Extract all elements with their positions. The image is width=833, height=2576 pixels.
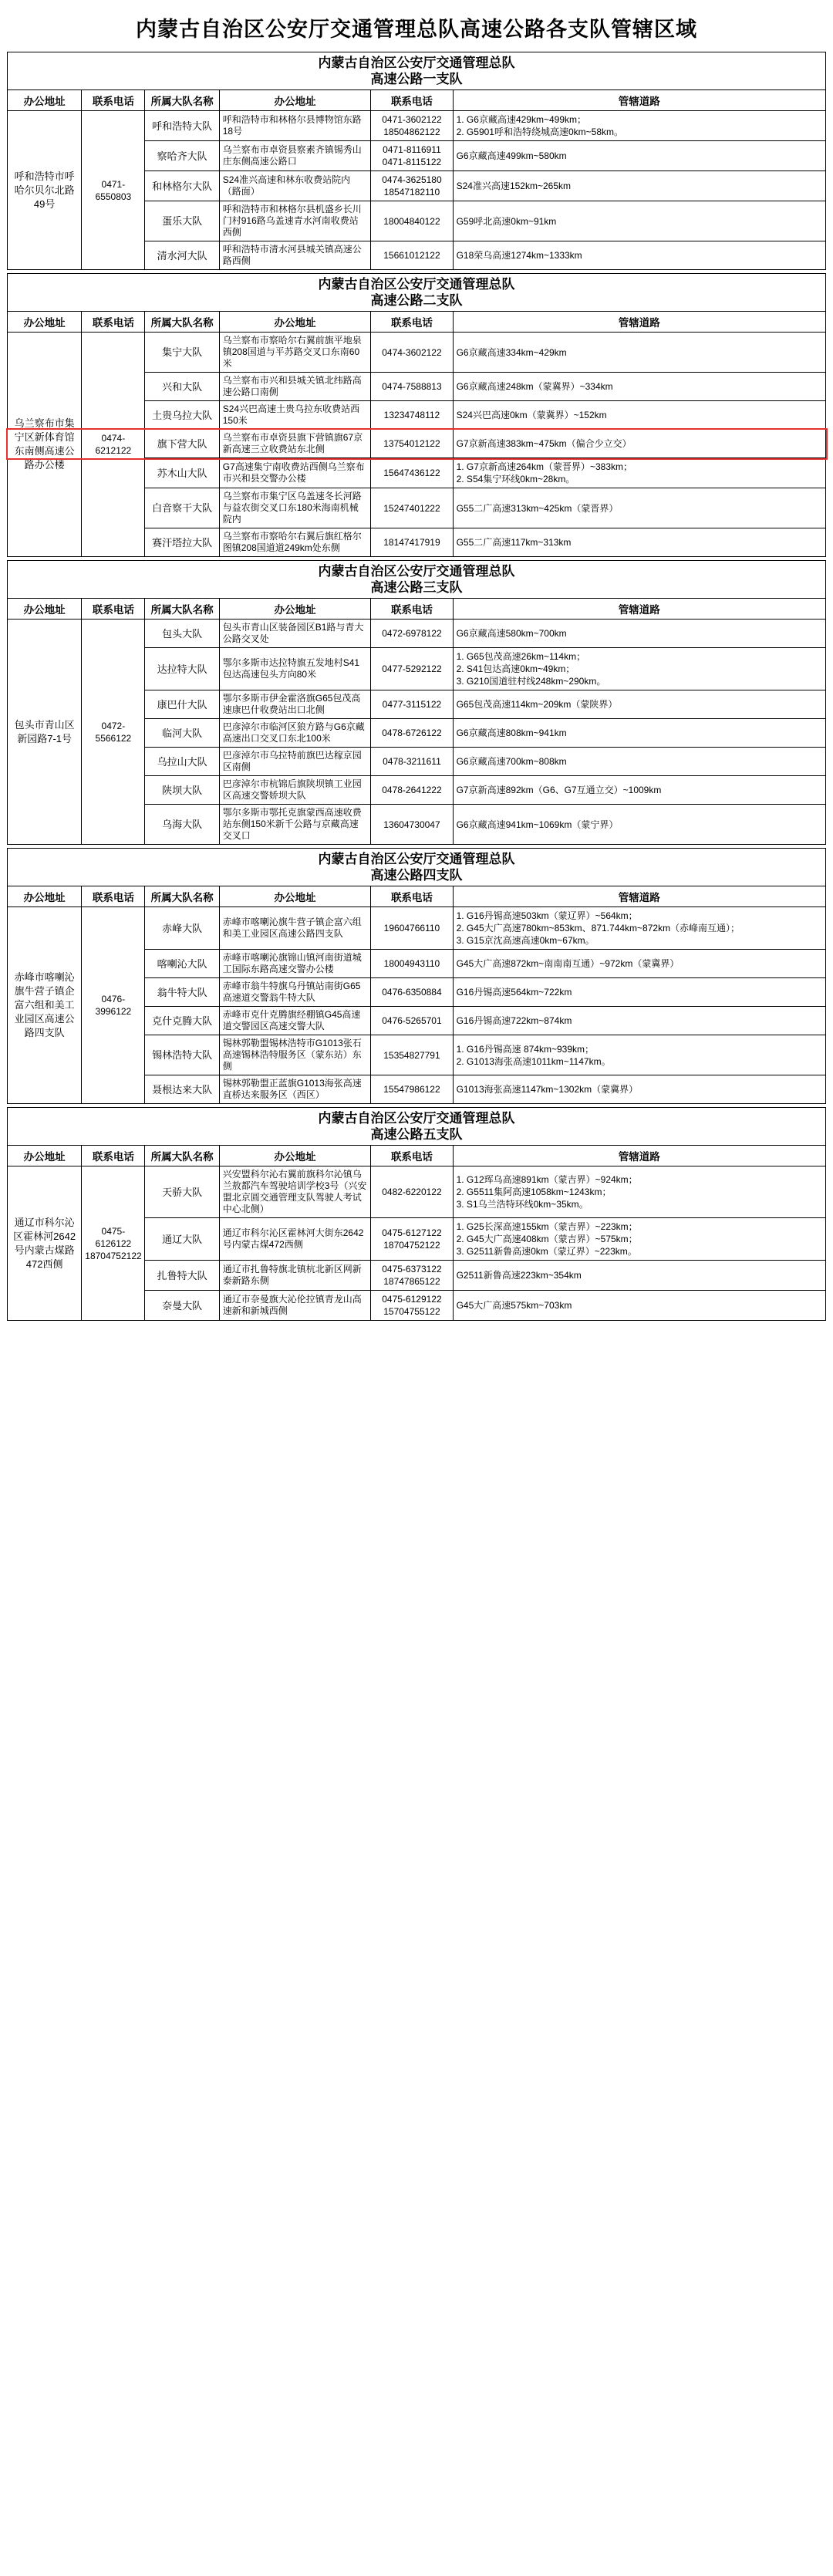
managed-roads: G55二广高速313km~425km（蒙晋界） [453, 488, 825, 528]
section-office-address: 包头市青山区新园路7-1号 [8, 620, 82, 845]
team-name: 集宁大队 [145, 333, 219, 373]
team-phone: 13754012122 [371, 430, 453, 458]
team-address: 赤峰市喀喇沁旗牛营子镇企富六组和美工业园区高速公路四支队 [219, 907, 371, 950]
managed-roads: G16丹锡高速564km~722km [453, 978, 825, 1007]
table-row [8, 907, 826, 950]
section-office-phone: 0476-3996122 [82, 907, 145, 1104]
column-header-3: 所属大队名称 [145, 312, 219, 333]
team-name: 旗下营大队 [145, 430, 219, 458]
team-address: 包头市青山区装备园区B1路与青大公路交叉处 [219, 620, 371, 648]
section-heading: 内蒙古自治区公安厅交通管理总队 高速公路二支队 [8, 274, 826, 312]
team-phone: 0471-8116911 0471-8115122 [371, 141, 453, 171]
managed-roads: G6京藏高速248km（蒙冀界）~334km [453, 373, 825, 401]
section-office-address: 赤峰市喀喇沁旗牛营子镇企富六组和美工业园区高速公路四支队 [8, 907, 82, 1104]
column-header-3: 所属大队名称 [145, 90, 219, 111]
team-address: 乌兰察布市卓资县旗下营镇旗67京新高速三立收费站东北侧 [219, 430, 371, 458]
column-header-4: 办公地址 [219, 90, 371, 111]
managed-roads: G55二广高速117km~313km [453, 528, 825, 557]
team-name: 达拉特大队 [145, 648, 219, 690]
team-phone: 0471-3602122 18504862122 [371, 111, 453, 141]
managed-roads: G59呼北高速0km~91km [453, 201, 825, 241]
column-header-1: 办公地址 [8, 90, 82, 111]
table-row [8, 620, 826, 648]
team-address: 呼和浩特市清水河县城关镇高速公路西侧 [219, 241, 371, 270]
managed-roads: 1. G16丹锡高速503km（蒙辽界）~564km； 2. G45大广高速780km~853km、871.744km~872km（赤峰南互通）； 3. G15京沈高速高速0km~67km。 [453, 907, 825, 950]
column-header-6: 管辖道路 [453, 312, 825, 333]
team-phone: 0482-6220122 [371, 1166, 453, 1218]
managed-roads: 1. G25长深高速155km（蒙吉界）~223km； 2. G45大广高速408km（蒙吉界）~575km； 3. G2511新鲁高速0km（蒙辽界）~223km。 [453, 1218, 825, 1261]
managed-roads: G6京藏高速499km~580km [453, 141, 825, 171]
team-name: 通辽大队 [145, 1218, 219, 1261]
column-header-6: 管辖道路 [453, 886, 825, 907]
team-name: 土贵乌拉大队 [145, 401, 219, 430]
team-address: 鄂尔多斯市鄂托克旗蒙西高速收费站东侧150米新千公路与京藏高速交叉口 [219, 805, 371, 845]
team-name: 克什克腾大队 [145, 1007, 219, 1035]
column-header-4: 办公地址 [219, 1146, 371, 1166]
column-header-5: 联系电话 [371, 312, 453, 333]
managed-roads: G65包茂高速114km~209km（蒙陕界） [453, 690, 825, 719]
team-name: 聂根达来大队 [145, 1075, 219, 1104]
team-phone: 0475-6127122 18704752122 [371, 1218, 453, 1261]
column-header-4: 办公地址 [219, 312, 371, 333]
column-header-1: 办公地址 [8, 1146, 82, 1166]
column-header-2: 联系电话 [82, 1146, 145, 1166]
column-header-2: 联系电话 [82, 599, 145, 620]
team-phone: 0474-7588813 [371, 373, 453, 401]
section-office-address: 呼和浩特市呼哈尔贝尔北路49号 [8, 111, 82, 270]
team-phone: 0476-5265701 [371, 1007, 453, 1035]
team-address: 通辽市扎鲁特旗北镇杭北新区网新泰新路东侧 [219, 1261, 371, 1291]
column-header-4: 办公地址 [219, 886, 371, 907]
team-name: 察哈齐大队 [145, 141, 219, 171]
column-header-6: 管辖道路 [453, 90, 825, 111]
section-office-address: 通辽市科尔沁区霍林河2642号内蒙古煤路472西侧 [8, 1166, 82, 1321]
column-header-1: 办公地址 [8, 599, 82, 620]
team-name: 清水河大队 [145, 241, 219, 270]
team-phone: 0477-5292122 [371, 648, 453, 690]
team-address: 巴彦淖尔市杭锦后旗陕坝镇工业园区高速交警娇坝大队 [219, 776, 371, 805]
team-phone: 18004840122 [371, 201, 453, 241]
team-phone: 13604730047 [371, 805, 453, 845]
managed-roads: G6京藏高速808km~941km [453, 719, 825, 748]
team-address: 通辽市奈曼旗大沁伦拉镇青龙山高速新和新城西侧 [219, 1291, 371, 1321]
managed-roads: G16丹锡高速722km~874km [453, 1007, 825, 1035]
team-name: 奈曼大队 [145, 1291, 219, 1321]
section-office-address: 乌兰察布市集宁区新体育馆东南侧高速公路办公楼 [8, 333, 82, 557]
team-address: 赤峰市翁牛特旗乌丹镇站南街G65高速道交警翁牛特大队 [219, 978, 371, 1007]
team-phone: 15547986122 [371, 1075, 453, 1104]
sections-container [5, 52, 828, 1324]
column-header-1: 办公地址 [8, 886, 82, 907]
section-office-phone: 0474-6212122 [82, 333, 145, 557]
table-row [8, 111, 826, 141]
managed-roads: G6京藏高速941km~1069km（蒙宁界） [453, 805, 825, 845]
team-name: 天骄大队 [145, 1166, 219, 1218]
team-phone: 0474-3602122 [371, 333, 453, 373]
column-header-2: 联系电话 [82, 312, 145, 333]
team-phone: 0476-6350884 [371, 978, 453, 1007]
team-name: 乌海大队 [145, 805, 219, 845]
managed-roads: 1. G12珲乌高速891km（蒙吉界）~924km； 2. G5511集阿高速1058km~1243km； 3. S1乌兰浩特环线0km~35km。 [453, 1166, 825, 1218]
team-phone: 15354827791 [371, 1035, 453, 1075]
team-phone: 0478-6726122 [371, 719, 453, 748]
column-header-2: 联系电话 [82, 90, 145, 111]
team-address: 乌兰察布市集宁区乌盖速冬长河路与益农街交叉口东180米海南机械院内 [219, 488, 371, 528]
team-name: 兴和大队 [145, 373, 219, 401]
team-address: 乌兰察布市察哈尔右翼前旗平地泉镇208国道与平苏路交叉口东南60米 [219, 333, 371, 373]
team-phone: 0477-3115122 [371, 690, 453, 719]
managed-roads: G45大广高速872km~南南南互通）~972km（蒙冀界） [453, 950, 825, 978]
column-header-6: 管辖道路 [453, 599, 825, 620]
team-address: 呼和浩特市和林格尔县机盛乡长川门村916路乌盖速青水河南收费站西侧 [219, 201, 371, 241]
team-address: 鄂尔多斯市达拉特旗五发地村S41包达高速包头方向80米 [219, 648, 371, 690]
column-header-5: 联系电话 [371, 599, 453, 620]
column-header-5: 联系电话 [371, 1146, 453, 1166]
team-address: 兴安盟科尔沁右翼前旗科尔沁镇乌兰敖都汽车驾驶培训学校3号（兴安盟北京圆交通管理支队驾驶人考试中心北侧） [219, 1166, 371, 1218]
column-header-5: 联系电话 [371, 90, 453, 111]
team-phone: 0474-3625180 18547182110 [371, 171, 453, 201]
team-address: 通辽市科尔沁区霍林河大街东2642号内蒙古煤472西侧 [219, 1218, 371, 1261]
team-address: 乌兰察布市卓资县察素齐镇锡秀山庄东侧高速公路口 [219, 141, 371, 171]
managed-roads: G2511新鲁高速223km~354km [453, 1261, 825, 1291]
column-header-3: 所属大队名称 [145, 1146, 219, 1166]
column-header-6: 管辖道路 [453, 1146, 825, 1166]
managed-roads: 1. G16丹锡高速 874km~939km； 2. G1013海张高速1011km~1147km。 [453, 1035, 825, 1075]
section-office-phone: 0471-6550803 [82, 111, 145, 270]
team-name: 临河大队 [145, 719, 219, 748]
team-name: 呼和浩特大队 [145, 111, 219, 141]
team-phone: 15247401222 [371, 488, 453, 528]
column-header-1: 办公地址 [8, 312, 82, 333]
team-phone: 0478-3211611 [371, 748, 453, 776]
team-phone: 15661012122 [371, 241, 453, 270]
team-address: 乌兰察布市兴和县城关镇北纬路高速公路口南侧 [219, 373, 371, 401]
team-name: 和林格尔大队 [145, 171, 219, 201]
managed-roads: G6京藏高速334km~429km [453, 333, 825, 373]
section-table [7, 560, 826, 845]
team-address: S24准兴高速和林东收费站院内（路面） [219, 171, 371, 201]
managed-roads: G45大广高速575km~703km [453, 1291, 825, 1321]
team-phone: 18004943110 [371, 950, 453, 978]
team-address: 鄂尔多斯市伊金霍洛旗G65包茂高速康巴什收费站出口北侧 [219, 690, 371, 719]
section-heading: 内蒙古自治区公安厅交通管理总队 高速公路五支队 [8, 1108, 826, 1146]
team-name: 乌拉山大队 [145, 748, 219, 776]
team-name: 赛汗塔拉大队 [145, 528, 219, 557]
team-address: 呼和浩特市和林格尔县博物馆东路18号 [219, 111, 371, 141]
table-row [8, 333, 826, 373]
section-table [7, 52, 826, 270]
team-address: 锡林郭勒盟正蓝旗G1013海张高速直桥达来服务区（西区） [219, 1075, 371, 1104]
team-address: G7高速集宁南收费站西侧乌兰察布市兴和县交警办公楼 [219, 458, 371, 488]
section-office-phone: 0472-5566122 [82, 620, 145, 845]
team-name: 锡林浩特大队 [145, 1035, 219, 1075]
team-address: 赤峰市喀喇沁旗锦山镇河南街道城工国际东路高速交警办公楼 [219, 950, 371, 978]
managed-roads: S24准兴高速152km~265km [453, 171, 825, 201]
team-address: 巴彦淖尔市临河区狼方路与G6京藏高速出口交叉口东北100米 [219, 719, 371, 748]
team-phone: 0475-6373122 18747865122 [371, 1261, 453, 1291]
managed-roads: G7京新高速383km~475km（偏合少立交） [453, 430, 825, 458]
team-name: 蛋乐大队 [145, 201, 219, 241]
team-address: 巴彦淖尔市乌拉特前旗巴达稼京园区南侧 [219, 748, 371, 776]
managed-roads: G7京新高速892km（G6、G7互通立交）~1009km [453, 776, 825, 805]
managed-roads: 1. G65包茂高速26km~114km； 2. S41包达高速0km~49km； 3. G210国道驻村线248km~290km。 [453, 648, 825, 690]
column-header-3: 所属大队名称 [145, 886, 219, 907]
team-name: 白音察干大队 [145, 488, 219, 528]
team-phone: 19604766110 [371, 907, 453, 950]
team-name: 苏木山大队 [145, 458, 219, 488]
column-header-4: 办公地址 [219, 599, 371, 620]
section-heading: 内蒙古自治区公安厅交通管理总队 高速公路四支队 [8, 849, 826, 886]
team-name: 康巴什大队 [145, 690, 219, 719]
team-phone: 13234748112 [371, 401, 453, 430]
column-header-2: 联系电话 [82, 886, 145, 907]
team-name: 陕坝大队 [145, 776, 219, 805]
team-name: 包头大队 [145, 620, 219, 648]
managed-roads: S24兴巴高速0km（蒙冀界）~152km [453, 401, 825, 430]
section-heading: 内蒙古自治区公安厅交通管理总队 高速公路三支队 [8, 561, 826, 599]
team-phone: 0475-6129122 15704755122 [371, 1291, 453, 1321]
section-table [7, 1107, 826, 1321]
table-row [8, 1166, 826, 1218]
section-table [7, 273, 826, 557]
section-office-phone: 0475-6126122 18704752122 [82, 1166, 145, 1321]
section-heading: 内蒙古自治区公安厅交通管理总队 高速公路一支队 [8, 52, 826, 90]
section-spacer [5, 1321, 828, 1324]
managed-roads: G18荣乌高速1274km~1333km [453, 241, 825, 270]
managed-roads: 1. G6京藏高速429km~499km； 2. G5901呼和浩特绕城高速0km~58km。 [453, 111, 825, 141]
managed-roads: 1. G7京新高速264km（蒙晋界）~383km； 2. S54集宁环线0km~28km。 [453, 458, 825, 488]
team-name: 翁牛特大队 [145, 978, 219, 1007]
managed-roads: G6京藏高速580km~700km [453, 620, 825, 648]
team-phone: 15647436122 [371, 458, 453, 488]
team-address: 锡林郭勒盟锡林浩特市G1013张石高速锡林浩特服务区（蒙东站）东侧 [219, 1035, 371, 1075]
team-address: 乌兰察布市察哈尔右翼后旗红格尔图镇208国道道249km处东侧 [219, 528, 371, 557]
team-address: 赤峰市克什克腾旗经棚镇G45高速道交警园区高速交警大队 [219, 1007, 371, 1035]
page-title: 内蒙古自治区公安厅交通管理总队高速公路各支队管辖区域 [136, 18, 697, 41]
managed-roads: G6京藏高速700km~808km [453, 748, 825, 776]
column-header-3: 所属大队名称 [145, 599, 219, 620]
managed-roads: G1013海张高速1147km~1302km（蒙冀界） [453, 1075, 825, 1104]
team-address: S24兴巴高速土贵乌拉东收费站西150米 [219, 401, 371, 430]
team-phone: 0472-6978122 [371, 620, 453, 648]
section-table [7, 848, 826, 1104]
team-phone: 18147417919 [371, 528, 453, 557]
team-name: 喀喇沁大队 [145, 950, 219, 978]
team-name: 扎鲁特大队 [145, 1261, 219, 1291]
team-name: 赤峰大队 [145, 907, 219, 950]
column-header-5: 联系电话 [371, 886, 453, 907]
team-phone: 0478-2641222 [371, 776, 453, 805]
